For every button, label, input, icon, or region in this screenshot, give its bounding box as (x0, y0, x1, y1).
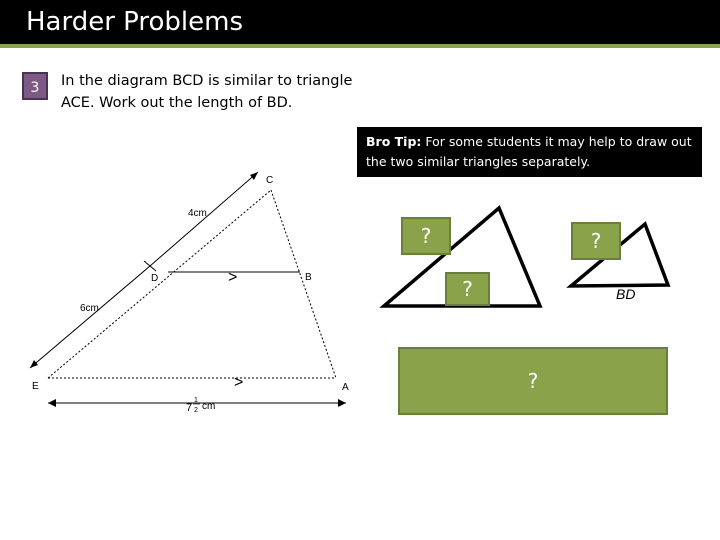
vertex-label-d: D (151, 273, 159, 284)
bro-tip-box (357, 127, 702, 177)
length-label-4cm: 4cm (188, 208, 207, 219)
tip-text: For some students it may help to draw out the two similar triangles separately. (366, 134, 692, 169)
length-label-bottom-den: 2 (194, 407, 198, 414)
parallel-mark-top: > (228, 269, 238, 286)
length-label-6cm: 6cm (80, 303, 99, 314)
triangle-diagram (0, 160, 380, 420)
dim-arrowhead-top (250, 172, 258, 180)
dim-arrowhead-lower (30, 360, 38, 368)
title-bar (0, 0, 720, 44)
length-label-bottom-num: 1 (194, 397, 198, 404)
reveal-box-large-side[interactable]: ? (401, 217, 451, 255)
reveal-box-base[interactable]: ? (445, 272, 490, 306)
similar-triangles (370, 195, 680, 315)
vertex-label-a: A (342, 382, 349, 393)
slide-title: Harder Problems (26, 7, 244, 37)
question-text: In the diagram BCD is similar to triangle ACE. Work out the length of BD. (61, 73, 353, 111)
vertex-label-e: E (32, 381, 39, 392)
title-accent-line (0, 44, 720, 48)
question-number-badge: 3 (22, 72, 48, 100)
edge-ec (48, 190, 271, 378)
parallel-mark-bottom: > (234, 374, 244, 391)
edge-ca (271, 190, 336, 378)
vertex-label-b: B (305, 272, 312, 283)
tip-label: Bro Tip: (366, 134, 422, 149)
answer-reveal-box[interactable]: ? (398, 347, 668, 415)
dim-arrowhead-left (48, 399, 56, 407)
vertex-label-c: C (266, 175, 274, 186)
reveal-box-small-side[interactable]: ? (571, 222, 621, 260)
dim-line-6cm (30, 266, 150, 368)
length-label-bottom-whole: 7 (186, 402, 193, 414)
length-label-bottom-unit: cm (202, 401, 216, 412)
dim-arrowhead-right (338, 399, 346, 407)
label-bd: BD (616, 286, 636, 302)
dim-line-4cm (150, 172, 258, 266)
